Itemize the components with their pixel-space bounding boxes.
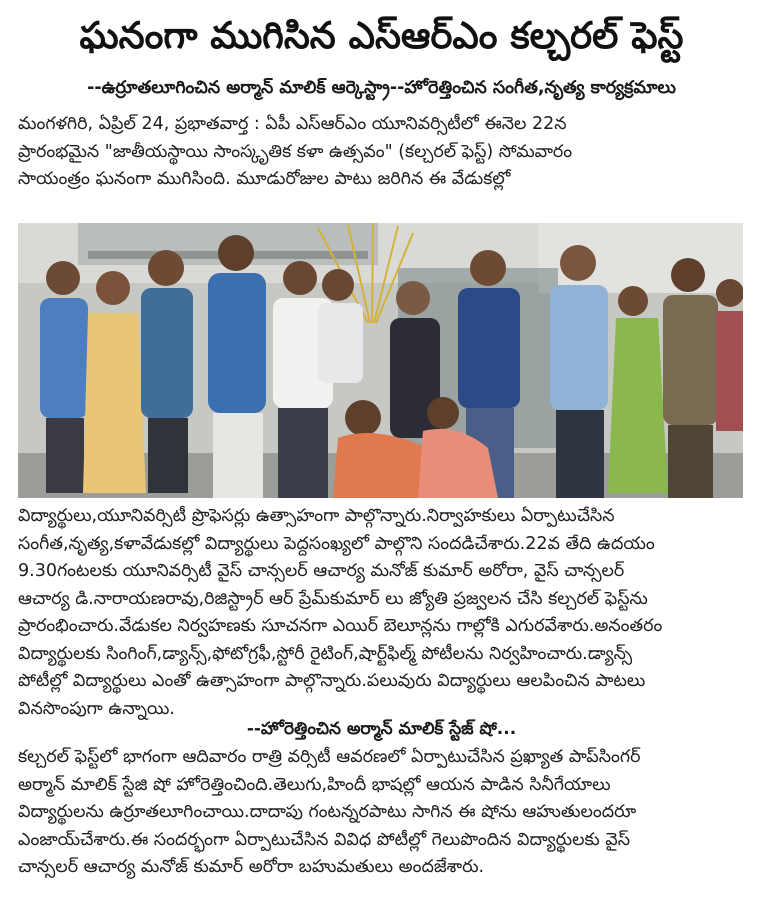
- subheadline: --ఉర్రూతలూగించిన అర్మాన్ మాలిక్ ఆర్కెస్ట్రా--హోరెత్తించిన సంగీత,నృత్య కార్యక్రమాలు: [87, 78, 676, 98]
- text-line: సంగీత,నృత్య,కళావేడుకల్లో విద్యార్థులు పెద్దసంఖ్యలో పాల్గొని సందడిచేశారు.22వ తేది ఉదయం: [18, 533, 655, 554]
- photo-illustration: [18, 223, 743, 498]
- text-line: సాయంత్రం ఘనంగా ముగిసింది. మూడురోజుల పాటు జరిగిన ఈ వేడుకల్లో: [18, 169, 511, 189]
- text-line: అర్మాన్ మాలిక్ స్టేజి షో హోరెత్తించింది.తెలుగు,హిందీ భాషల్లో ఆయన పాడిన సినీగేయాలు: [18, 774, 611, 795]
- section-paragraph: [18, 744, 744, 882]
- text-line: ప్రారంభమైన "జాతీయస్థాయి సాంస్కృతిక కళా ఉత్సవం" (కల్చరల్ ఫెస్ట్) సోమవారం: [18, 141, 573, 162]
- text-line: ఎంజాయ్‌చేశారు.ఈ సందర్భంగా ఏర్పాటుచేసిన వివిధ పోటీల్లో గెలుపొందిన విద్యార్థులకు వైస్: [18, 829, 630, 850]
- section-heading: --హోరెత్తించిన అర్మాన్ మాలిక్ స్టేజ్ షో...: [246, 719, 517, 739]
- text-line: విద్యార్థులకు సింగింగ్,డ్యాన్స్,ఫోటోగ్రఫీ,స్టోరీ రైటింగ్,షార్ట్‌ఫిల్మ్ పోటీలను నిర్వహించారు.డ్యాన్స్: [18, 643, 633, 664]
- text-line: చాన్సలర్ ఆచార్య మనోజ్ కుమార్ అరోరా బహుమతులు అందజేశారు.: [18, 857, 485, 877]
- text-line: ప్రారంభించారు.వేడుకల నిర్వహణకు సూచనగా ఎయిర్ బెలూన్లను గాల్లోకి ఎగురవేశారు.అనంతరం: [18, 616, 663, 636]
- news-photo-lamp-lighting: [18, 223, 743, 498]
- text-line: ఆచార్య డి.నారాయణరావు,రిజిస్ట్రార్ ఆర్ ప్రేమ్‌కుమార్ లు జ్యోతి ప్రజ్వలన చేసి కల్చరల్ ఫెస్ట్‌ను: [18, 588, 648, 609]
- text-line: విద్యార్థులను ఉర్రూతలూగించాయి.దాదాపు గంటన్నరపాటు సాగిన ఈ షోను ఆహుతులందరూ: [18, 802, 637, 822]
- text-line: మంగళగిరి, ఏప్రిల్ 24, ప్రభాతవార్త : ఏపీ ఎస్ఆర్ఎం యూనివర్సిటీలో ఈనెల 22న: [18, 114, 567, 134]
- text-line: 9.30గంటలకు యూనివర్సిటీ వైస్ చాన్సలర్ ఆచార్య మనోజ్ కుమార్ అరోరా, వైస్ చాన్సలర్: [18, 561, 625, 581]
- headline: ఘనంగా ముగిసిన ఎస్ఆర్ఎం కల్చరల్ ఫెస్ట్: [79, 14, 684, 57]
- intro-paragraph: [18, 111, 744, 194]
- text-line: కల్చరల్ ఫెస్ట్‌లో భాగంగా ఆదివారం రాత్రి వర్సిటీ ఆవరణలో ఏర్పాటుచేసిన ప్రఖ్యాత పాప్‌సింగర్: [18, 747, 641, 767]
- text-line: విద్యార్థులు,యూనివర్సిటీ ప్రొఫెసర్లు ఉత్సాహంగా పాల్గొన్నారు.నిర్వాహకులు ఏర్పాటుచేసిన: [18, 506, 615, 526]
- text-line: పోటీల్లో విద్యార్థులు ఎంతో ఉత్సాహంగా పాల్గొన్నారు.పలువురు విద్యార్థులు ఆలపించిన పాటలు: [18, 671, 646, 691]
- text-line: వినసొంపుగా ఉన్నాయి.: [18, 698, 175, 719]
- body-paragraph: [18, 503, 744, 723]
